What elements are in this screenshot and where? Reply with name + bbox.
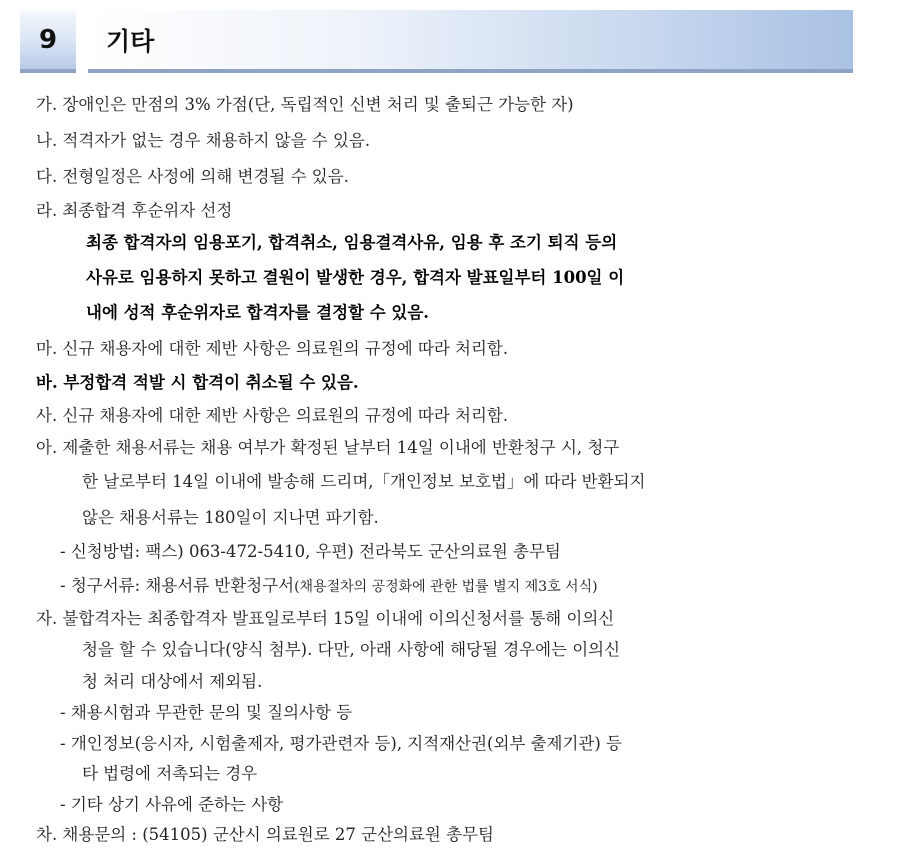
item-a-cont: 않은 채용서류는 180일이 지나면 파기함.: [82, 508, 379, 527]
sub-item-exclusion: - 채용시험과 무관한 문의 및 질의사항 등: [60, 703, 353, 722]
item-ja: 자. 불합격자는 최종합격자 발표일로부터 15일 이내에 이의신청서를 통해 이의신: [36, 609, 615, 628]
item-ja-cont: 청 처리 대상에서 제외됨.: [82, 672, 263, 691]
item-ma: 마. 신규 채용자에 대한 제반 사항은 의료원의 규정에 따라 처리함.: [36, 339, 509, 358]
sub-item-documents: - 청구서류: 채용서류 반환청구서(채용절차의 공정화에 관한 법률 별지 제3호 서식): [60, 576, 598, 595]
sub-item-exclusion: - 기타 상기 사유에 준하는 사항: [60, 795, 284, 814]
section-number: 9: [20, 10, 76, 73]
item-ra: 라. 최종합격 후순위자 선정: [36, 201, 233, 220]
item-da: 다. 전형일정은 사정에 의해 변경될 수 있음.: [36, 167, 349, 186]
item-na: 나. 적격자가 없는 경우 채용하지 않을 수 있음.: [36, 131, 371, 150]
section-title: 기타: [88, 10, 853, 73]
item-ra-detail: 사유로 임용하지 못하고 결원이 발생한 경우, 합격자 발표일부터 100일 이: [86, 268, 625, 287]
item-ja-cont: 청을 할 수 있습니다(양식 첨부). 다만, 아래 사항에 해당될 경우에는 이의신: [82, 640, 621, 659]
sub-item-exclusion-cont: 타 법령에 저촉되는 경우: [82, 764, 258, 783]
item-ba: 바. 부정합격 적발 시 합격이 취소될 수 있음.: [36, 373, 359, 392]
item-a: 아. 제출한 채용서류는 채용 여부가 확정된 날부터 14일 이내에 반환청구 시, 청구: [36, 438, 620, 457]
sub-item-exclusion: - 개인정보(응시자, 시험출제자, 평가관련자 등), 지적재산권(외부 출제기관) 등: [60, 734, 622, 753]
item-ga: 가. 장애인은 만점의 3% 가점(단, 독립적인 신변 처리 및 출퇴근 가능한 자): [36, 95, 574, 114]
item-ra-detail: 내에 성적 후순위자로 합격자를 결정할 수 있음.: [86, 303, 430, 322]
item-ra-detail: 최종 합격자의 임용포기, 합격취소, 임용결격사유, 임용 후 조기 퇴직 등의: [86, 233, 618, 252]
item-cha: 차. 채용문의 : (54105) 군산시 의료원로 27 군산의료원 총무팀: [36, 825, 494, 844]
form-reference: (채용절차의 공정화에 관한 법률 별지 제3호 서식): [294, 579, 598, 595]
item-sa: 사. 신규 채용자에 대한 제반 사항은 의료원의 규정에 따라 처리함.: [36, 406, 509, 425]
sub-item-method: - 신청방법: 팩스) 063-472-5410, 우편) 전라북도 군산의료원 총무팀: [60, 542, 561, 561]
item-a-cont: 한 날로부터 14일 이내에 발송해 드리며,「개인정보 보호법」에 따라 반환되지: [82, 472, 646, 491]
